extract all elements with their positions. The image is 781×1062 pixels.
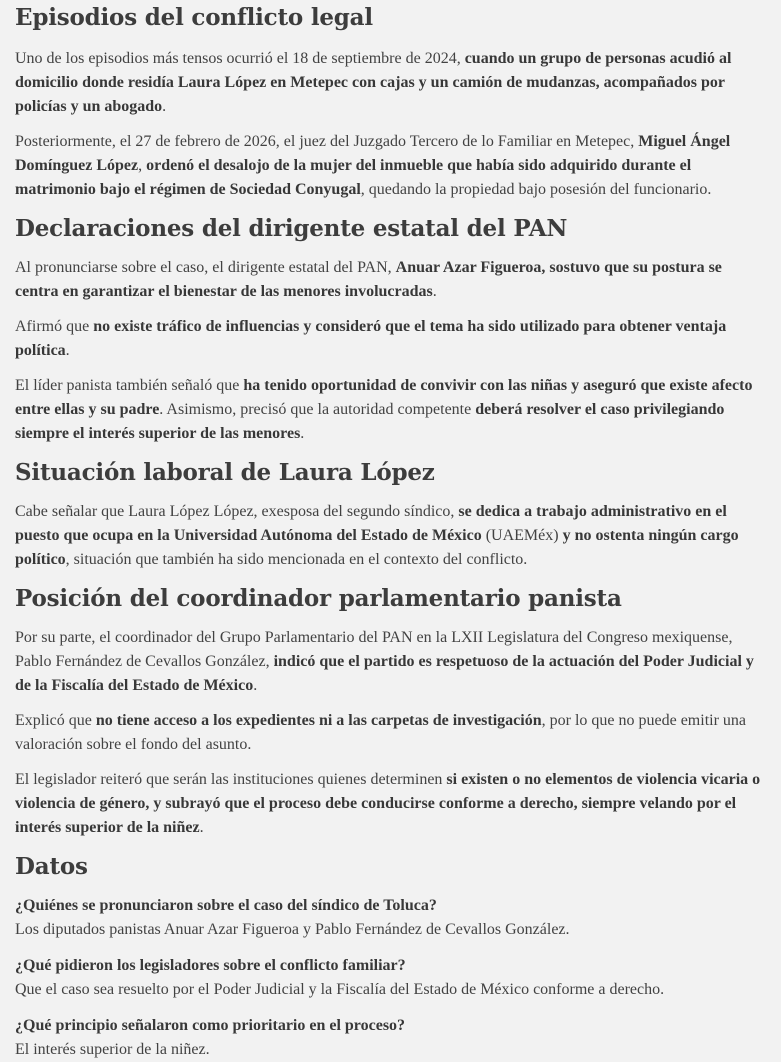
section-posicion-coordinador: [15, 583, 767, 615]
bold-text: y no ostenta ningún cargo político: [15, 527, 739, 568]
text-run: El legislador reiteró que serán las instituciones quienes determinen: [15, 771, 447, 788]
section-declaraciones: [15, 213, 767, 245]
paragraph: [15, 768, 767, 840]
text-run: Posteriormente, el 27 de febrero de 2026, el juez del Juzgado Tercero de lo Familiar en Metepec,: [15, 133, 639, 150]
paragraph: [15, 256, 767, 304]
text-run: . Asimismo, precisó que la autoridad competente: [159, 401, 476, 418]
qa-answer: Los diputados panistas Anuar Azar Figueroa y Pablo Fernández de Cevallos González.: [15, 921, 570, 938]
qa-question: ¿Qué principio señalaron como prioritario en el proceso?: [15, 1017, 406, 1034]
paragraph: [15, 500, 767, 572]
section-heading: Situación laboral de Laura López: [15, 459, 435, 486]
qa-question: ¿Quiénes se pronunciaron sobre el caso del síndico de Toluca?: [15, 897, 437, 914]
section-situacion-laboral: [15, 457, 767, 489]
text-run: , quedando la propiedad bajo posesión del funcionario.: [360, 181, 712, 198]
section-heading: Episodios del conflicto legal: [15, 4, 373, 31]
text-run: Explicó que: [15, 712, 96, 729]
paragraph: [15, 315, 767, 363]
text-run: Por su parte, el coordinador del Grupo Parlamentario del PAN en la LXII Legislatura del Congreso mexiquense, Pablo Fernández de Cevallos González,: [15, 629, 733, 670]
text-run: .: [199, 819, 204, 836]
qa-question: ¿Qué pidieron los legisladores sobre el conflicto familiar?: [15, 957, 406, 974]
text-run: .: [65, 342, 70, 359]
bold-text: ha tenido oportunidad de convivir con las niñas y aseguró que existe afecto entre ellas y su padre: [15, 377, 753, 418]
qa-answer: Que el caso sea resuelto por el Poder Judicial y la Fiscalía del Estado de México conforme a derecho.: [15, 981, 665, 998]
paragraph: [15, 47, 767, 119]
qa-item: [15, 954, 767, 1002]
bold-text: cuando un grupo de personas acudió al domicilio donde residía Laura López en Metepec con cajas y un camión de mudanzas, acompañados por policías y un abogado: [15, 50, 732, 115]
bold-text: Miguel Ángel Domínguez López: [15, 133, 731, 174]
text-run: Cabe señalar que Laura López López, exesposa del segundo síndico,: [15, 503, 459, 520]
text-run: (UAEMéx): [481, 527, 563, 544]
text-run: .: [253, 677, 258, 694]
bold-text: ordenó el desalojo de la mujer del inmueble que había sido adquirido durante el matrimonio bajo el régimen de Sociedad Conyugal: [15, 157, 692, 198]
text-run: .: [432, 283, 437, 300]
paragraph: [15, 374, 767, 446]
text-run: ,: [138, 157, 147, 174]
bold-text: Anuar Azar Figueroa, sostuvo que su postura se centra en garantizar el bienestar de las menores involucradas: [15, 259, 722, 300]
text-run: Afirmó que: [15, 318, 94, 335]
text-run: El líder panista también señaló que: [15, 377, 244, 394]
bold-text: deberá resolver el caso privilegiando siempre el interés superior de las menores: [15, 401, 725, 442]
text-run: .: [162, 98, 167, 115]
section-heading: Declaraciones del dirigente estatal del PAN: [15, 215, 568, 242]
bold-text: si existen o no elementos de violencia vicaria o violencia de género, y subrayó que el proceso debe conducirse conforme a derecho, siempre velando por el interés superior de la niñez: [15, 771, 761, 836]
qa-item: [15, 894, 767, 942]
text-run: , por lo que no puede emitir una valoración sobre el fondo del asunto.: [15, 712, 747, 753]
paragraph: [15, 626, 767, 698]
text-run: .: [300, 425, 305, 442]
section-datos: [15, 851, 767, 883]
section-heading: Datos: [15, 853, 88, 880]
bold-text: no tiene acceso a los expedientes ni a las carpetas de investigación: [95, 712, 542, 729]
section-episodios: [15, 0, 767, 34]
text-run: Uno de los episodios más tensos ocurrió el 18 de septiembre de 2024,: [15, 50, 465, 67]
bold-text: indicó que el partido es respetuoso de la actuación del Poder Judicial y de la Fiscalía del Estado de México: [15, 653, 754, 694]
text-run: Al pronunciarse sobre el caso, el dirigente estatal del PAN,: [15, 259, 396, 276]
bold-text: se dedica a trabajo administrativo en el puesto que ocupa en la Universidad Autónoma del Estado de México: [15, 503, 727, 544]
section-heading: Posición del coordinador parlamentario panista: [15, 585, 622, 612]
paragraph: [15, 130, 767, 202]
qa-item: [15, 1014, 767, 1062]
paragraph: [15, 709, 767, 757]
text-run: , situación que también ha sido mencionada en el contexto del conflicto.: [65, 551, 528, 568]
bold-text: no existe tráfico de influencias y consideró que el tema ha sido utilizado para obtener ventaja política: [15, 318, 727, 359]
qa-answer: El interés superior de la niñez.: [15, 1041, 210, 1058]
